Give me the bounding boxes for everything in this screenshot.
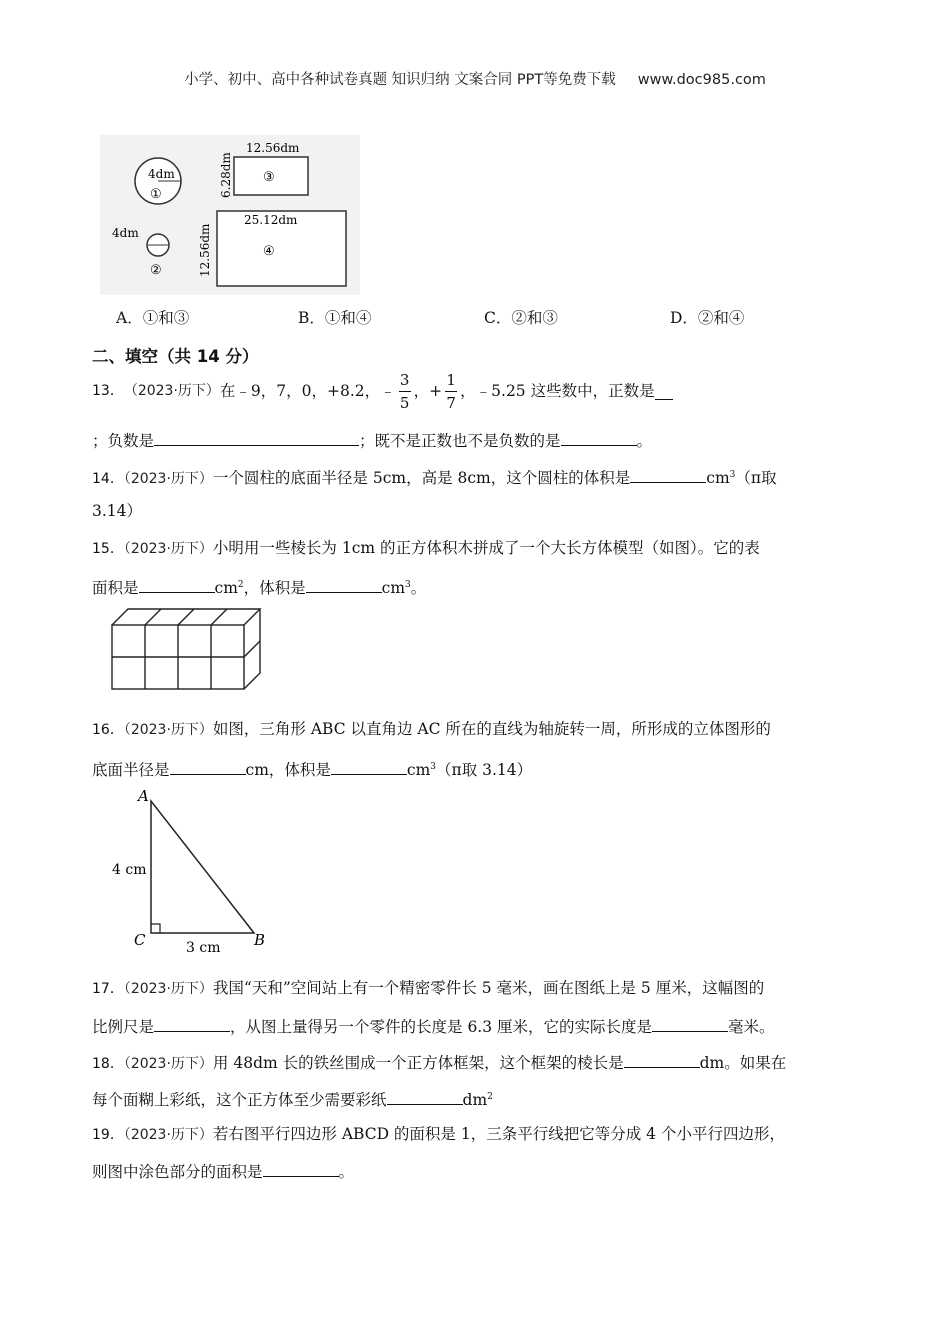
q18-line-1 [92,1051,786,1074]
q19-line-2 [92,1160,354,1182]
q14-text-c: 3.14） [92,502,143,520]
option-b[interactable]: B．①和④ [298,309,372,327]
q13-source: （2023·历下） [123,383,220,399]
option-a[interactable]: A．①和③ [116,309,190,327]
q13-text-e: ；既不是正数也不是负数的是 [359,432,561,450]
q18-text-c: 每个面糊上彩纸，这个正方体至少需要彩纸 [92,1091,387,1110]
q18-blank-paper[interactable] [387,1088,463,1105]
circle-2-num: ② [150,263,162,278]
q15-line-1 [92,538,760,559]
q17-blank-scale[interactable] [154,1015,230,1032]
q15-text-c: ，体积是 [243,579,306,598]
cuboid-top-d2 [178,609,194,625]
q14-unit: cm [706,469,730,488]
q16-blank-radius[interactable] [170,758,246,775]
rect-3-top: 12.56dm [246,141,300,155]
right-angle-mark [151,924,160,933]
side-ac-label: 4 cm [112,862,147,878]
q15-text-a: 小明用一些棱长为 1cm 的正方体积木拼成了一个大长方体模型（如图）。它的表 [212,539,760,557]
q13-blank-negative[interactable] [154,429,359,446]
q13-frac1-bar [399,391,411,392]
q17-source: （2023·历下） [123,981,213,997]
side-cb-label: 3 cm [186,940,221,955]
q13-frac1-den: 5 [399,393,410,412]
q19-line-1 [92,1124,785,1145]
vertex-a: A [138,787,149,805]
q14-line-1 [92,465,777,489]
q17-line-1 [92,978,764,999]
q17-text-c: ，从图上量得另一个零件的长度是 6.3 厘米，它的实际长度是 [230,1018,653,1036]
rect-3-side: 6.28dm [219,152,233,198]
vertex-c: C [134,931,146,949]
q15-blank-area[interactable] [139,576,215,593]
q19-text-b: 则图中涂色部分的面积是 [92,1163,263,1181]
q16-unit2: cm [406,761,431,780]
q16-sup2: 3 [430,762,437,772]
q16-unit1: cm，体积是 [245,761,331,780]
q15-sup1: 2 [237,580,244,590]
triangle-abc [151,801,254,933]
q16-source: （2023·历下） [123,722,213,738]
cuboid-top-d1 [145,609,161,625]
q19-blank-area[interactable] [263,1160,339,1177]
q15-source: （2023·历下） [123,541,213,557]
section-title: 二、填空（共 14 分） [92,347,259,366]
header-text: 小学、初中、高中各种试卷真题 知识归纳 文案合同 PPT等免费下载 [184,72,616,88]
q19-text-c: 。 [338,1163,355,1181]
q18-text-b: dm。如果在 [699,1054,787,1072]
q13-text-b: ，+ [413,382,443,400]
q13-line-2 [92,429,652,451]
q19-source: （2023·历下） [123,1127,213,1143]
q18-blank-edge[interactable] [624,1051,700,1068]
header-url[interactable]: www.doc985.com [637,72,766,88]
q14-number: 14． [92,471,124,488]
q13-frac2-den: 7 [446,393,456,412]
q13-frac1-num: 3 [399,370,410,389]
rect-4-side: 12.56dm [198,223,212,277]
q18-line-2 [92,1087,493,1110]
q13-frac2-bar [445,391,457,392]
q13-blank-neither[interactable] [561,429,637,446]
q17-blank-length[interactable] [652,1015,728,1032]
q13-text-d: ；负数是 [92,432,155,450]
q14-source: （2023·历下） [123,471,213,488]
q16-text-a: 如图，三角形 ABC 以直角边 AC 所在的直线为轴旋转一周，所形成的立体图形的 [212,720,771,738]
rect-4-num: ④ [263,244,275,259]
q17-text-d: 毫米。 [728,1018,775,1036]
rect-3-num: ③ [263,170,275,185]
q17-line-2 [92,1015,775,1037]
q13-line-1 [92,370,673,412]
q15-blank-volume[interactable] [306,576,382,593]
q13-fraction-1 [399,371,411,412]
q14-text-b: （π取 [735,469,777,488]
q15-unit2: cm [381,579,406,598]
q13-text-c: ，﹣5.25 这些数中，正数是 [460,382,655,400]
q19-text-a: 若右图平行四边形 ABCD 的面积是 1，三条平行线把它等分成 4 个小平行四边形， [212,1125,785,1143]
q16-line-2 [92,757,532,780]
q16-number: 16． [92,722,124,738]
q17-text-b: 比例尺是 [92,1018,155,1036]
circle-2-label: 4dm [112,226,139,240]
q17-number: 17． [92,981,124,997]
option-d[interactable]: D．②和④ [670,309,745,327]
circle-1-num: ① [150,187,162,202]
q15-text-b: 面积是 [92,579,139,598]
cuboid-top-d3 [211,609,227,625]
q13-text-a: 在﹣9，7，0，+8.2，﹣ [219,382,396,400]
rect-4-top: 25.12dm [244,213,298,227]
q18-source: （2023·历下） [123,1056,213,1072]
q19-number: 19． [92,1127,124,1143]
q13-text-f: 。 [636,432,653,450]
option-c[interactable]: C．②和③ [484,309,558,327]
q18-number: 18． [92,1056,124,1072]
q16-line-1 [92,719,771,740]
q13-frac2-num: 1 [446,370,456,389]
q15-sup2: 3 [405,580,411,590]
q13-number: 13． [92,383,124,399]
q12-figure [100,135,360,295]
q15-number: 15． [92,541,124,557]
q14-sup: 3 [729,470,736,480]
q15-text-d: 。 [410,579,427,598]
q18-sup: 2 [487,1092,493,1102]
q13-blank-positive[interactable] [655,383,673,400]
page-header [0,68,950,89]
q18-text-a: 用 48dm 长的铁丝围成一个正方体框架，这个框架的棱长是 [212,1054,624,1072]
q13-fraction-2 [445,371,457,412]
vertex-b: B [254,931,266,949]
circle-1-label: 4dm [148,167,175,181]
q17-text-a: 我国“天和”空间站上有一个精密零件长 5 毫米，画在图纸上是 5 厘米，这幅图的 [212,979,765,997]
q16-blank-volume[interactable] [331,758,407,775]
q16-text-b: 底面半径是 [92,761,170,780]
cuboid-right-h1 [244,641,260,657]
q16-text-c: （π取 3.14） [436,761,533,780]
q15-unit1: cm [214,579,238,598]
q16-triangle-figure [108,785,278,955]
q15-line-2 [92,575,426,598]
q14-blank-volume[interactable] [630,466,706,483]
q14-text-a: 一个圆柱的底面半径是 5cm，高是 8cm，这个圆柱的体积是 [212,469,631,488]
q15-cuboid-figure [108,604,264,696]
q18-unit: dm [462,1091,488,1110]
